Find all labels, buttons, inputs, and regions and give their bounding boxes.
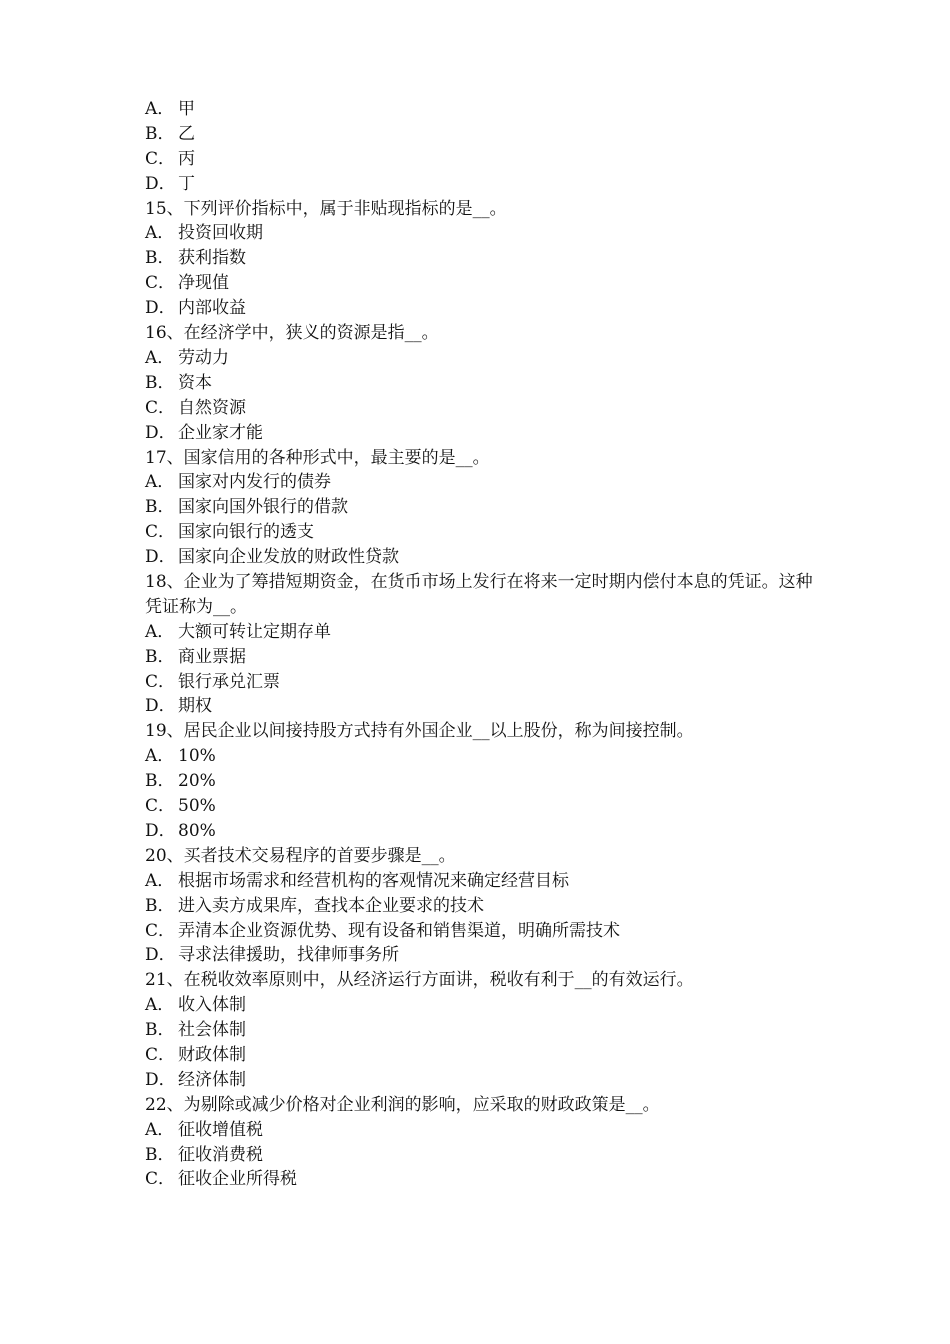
answer-option <box>145 943 815 968</box>
option-letter: B． <box>145 123 175 144</box>
option-text: 征收企业所得税 <box>178 1169 297 1190</box>
answer-option <box>145 346 815 371</box>
option-letter: A． <box>145 1119 175 1140</box>
option-text: 国家向银行的透支 <box>178 522 314 543</box>
option-text: 商业票据 <box>178 646 246 667</box>
option-letter: A． <box>145 223 175 244</box>
question-text: 21、在税收效率原则中，从经济运行方面讲，税收有利于__的有效运行。 <box>145 970 694 991</box>
answer-option <box>145 744 815 769</box>
answer-option <box>145 993 815 1018</box>
option-letter: B． <box>145 1144 175 1165</box>
option-text: 征收增值税 <box>178 1119 263 1140</box>
option-letter: C． <box>145 273 176 294</box>
option-text: 期权 <box>178 696 212 717</box>
answer-option <box>145 670 815 695</box>
option-text: 50% <box>178 796 216 817</box>
answer-option <box>145 421 815 446</box>
answer-option <box>145 1068 815 1093</box>
option-text: 20% <box>178 771 216 792</box>
option-letter: B． <box>145 372 175 393</box>
answer-option <box>145 919 815 944</box>
option-letter: D． <box>145 1069 176 1090</box>
answer-option <box>145 645 815 670</box>
answer-option <box>145 1167 815 1192</box>
answer-option <box>145 172 815 197</box>
answer-option <box>145 147 815 172</box>
option-text: 投资回收期 <box>178 223 263 244</box>
option-text: 收入体制 <box>178 995 246 1016</box>
question-text: 19、居民企业以间接持股方式持有外国企业__以上股份，称为间接控制。 <box>145 721 694 742</box>
option-letter: A． <box>145 347 175 368</box>
option-text: 10% <box>178 746 216 767</box>
option-letter: C． <box>145 1044 176 1065</box>
option-letter: D． <box>145 422 176 443</box>
answer-option <box>145 271 815 296</box>
option-letter: A． <box>145 746 175 767</box>
option-letter: B． <box>145 771 175 792</box>
option-text: 进入卖方成果库，查找本企业要求的技术 <box>178 895 484 916</box>
answer-option <box>145 694 815 719</box>
answer-option <box>145 470 815 495</box>
option-text: 国家对内发行的债券 <box>178 472 331 493</box>
option-letter: A． <box>145 99 175 119</box>
option-text: 丙 <box>178 148 195 169</box>
answer-option <box>145 869 815 894</box>
option-letter: D． <box>145 696 176 717</box>
option-text: 资本 <box>178 372 212 393</box>
answer-option <box>145 620 815 645</box>
option-letter: A． <box>145 870 175 891</box>
answer-option <box>145 122 815 147</box>
option-letter: C． <box>145 148 176 169</box>
question-text: 20、买者技术交易程序的首要步骤是__。 <box>145 845 456 866</box>
option-text: 内部收益 <box>178 298 246 319</box>
answer-option <box>145 1118 815 1143</box>
question-text: 22、为剔除或减少价格对企业利润的影响，应采取的财政政策是__。 <box>145 1094 660 1115</box>
answer-option <box>145 769 815 794</box>
option-text: 财政体制 <box>178 1044 246 1065</box>
option-text: 寻求法律援助，找律师事务所 <box>178 945 399 966</box>
option-letter: D． <box>145 298 176 319</box>
option-letter: B． <box>145 248 175 269</box>
option-text: 国家向国外银行的借款 <box>178 497 348 518</box>
option-letter: C． <box>145 1169 176 1190</box>
option-text: 社会体制 <box>178 1020 246 1041</box>
answer-option <box>145 371 815 396</box>
option-letter: D． <box>145 945 176 966</box>
answer-option <box>145 1143 815 1168</box>
option-text: 大额可转让定期存单 <box>178 621 331 642</box>
answer-option <box>145 495 815 520</box>
option-letter: D． <box>145 173 176 194</box>
option-text: 自然资源 <box>178 397 246 418</box>
option-text: 甲 <box>178 99 195 119</box>
question-text: 15、下列评价指标中，属于非贴现指标的是__。 <box>145 198 507 219</box>
question-text: 16、在经济学中，狭义的资源是指__。 <box>145 323 439 344</box>
answer-option <box>145 520 815 545</box>
option-letter: B． <box>145 895 175 916</box>
option-letter: B． <box>145 1020 175 1041</box>
answer-option <box>145 296 815 321</box>
option-text: 征收消费税 <box>178 1144 263 1165</box>
option-text: 弄清本企业资源优势、现有设备和销售渠道，明确所需技术 <box>178 920 620 941</box>
option-text: 乙 <box>178 123 195 144</box>
exam-question-list <box>145 97 815 1192</box>
option-letter: A． <box>145 995 175 1016</box>
option-letter: D． <box>145 547 176 568</box>
answer-option <box>145 246 815 271</box>
answer-option <box>145 396 815 421</box>
answer-option <box>145 97 815 122</box>
option-letter: D． <box>145 820 176 841</box>
question-text: 18、企业为了筹措短期资金，在货币市场上发行在将来一定时期内偿付本息的凭证。这种凭证称为__。 <box>145 571 813 617</box>
option-text: 80% <box>178 820 216 841</box>
option-text: 经济体制 <box>178 1069 246 1090</box>
answer-option <box>145 221 815 246</box>
answer-option <box>145 1018 815 1043</box>
option-text: 国家向企业发放的财政性贷款 <box>178 547 399 568</box>
option-text: 银行承兑汇票 <box>178 671 280 692</box>
option-letter: C． <box>145 397 176 418</box>
option-text: 劳动力 <box>178 347 229 368</box>
option-letter: B． <box>145 497 175 518</box>
answer-option <box>145 545 815 570</box>
question-text: 17、国家信用的各种形式中，最主要的是__。 <box>145 447 490 468</box>
option-text: 丁 <box>178 173 195 194</box>
option-text: 净现值 <box>178 273 229 294</box>
option-letter: A． <box>145 621 175 642</box>
option-letter: C． <box>145 522 176 543</box>
option-letter: C． <box>145 796 176 817</box>
option-text: 根据市场需求和经营机构的客观情况来确定经营目标 <box>178 870 569 891</box>
option-letter: B． <box>145 646 175 667</box>
answer-option <box>145 819 815 844</box>
option-letter: A． <box>145 472 175 493</box>
answer-option <box>145 794 815 819</box>
answer-option <box>145 894 815 919</box>
option-letter: C． <box>145 671 176 692</box>
option-text: 企业家才能 <box>178 422 263 443</box>
option-letter: C． <box>145 920 176 941</box>
answer-option <box>145 1043 815 1068</box>
option-text: 获利指数 <box>178 248 246 269</box>
